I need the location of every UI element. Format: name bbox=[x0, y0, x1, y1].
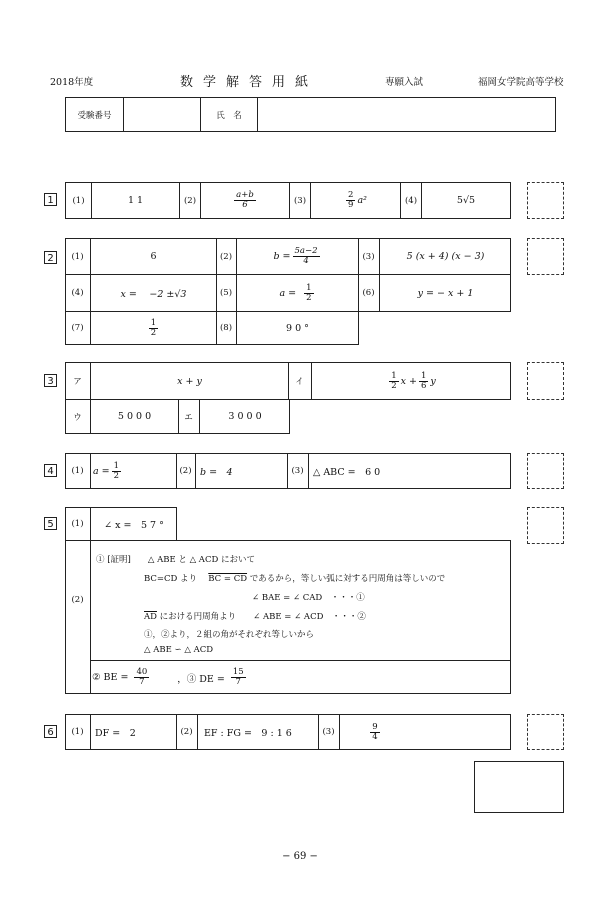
proof-line-1: ① [証明] △ ABE と △ ACD において bbox=[96, 555, 255, 565]
section-1-score-box bbox=[527, 182, 564, 219]
s2-q2-label: (2) bbox=[219, 251, 233, 262]
s1-q1-answer: 1 1 bbox=[127, 195, 144, 206]
s2-q8-label: (8) bbox=[219, 323, 233, 333]
exam-type: 専願入試 bbox=[385, 77, 424, 88]
section-4-score-box bbox=[527, 453, 564, 489]
section-5-score-box bbox=[527, 507, 564, 544]
s4-q3-label: (3) bbox=[291, 466, 304, 476]
s4-q3-answer: △ ABC = 6 0 bbox=[313, 467, 381, 478]
s2-q3-label: (3) bbox=[362, 251, 375, 262]
exam-year: 2018年度 bbox=[50, 77, 94, 88]
section-3-number: 3 bbox=[44, 374, 57, 387]
s3-u-label: ウ bbox=[73, 412, 82, 423]
proof-line-5: ①，②より，２組の角がそれぞれ等しいから bbox=[144, 630, 315, 640]
s5-q1-answer: ∠ x = 5 7 ° bbox=[104, 520, 164, 531]
s4-q1-label: (1) bbox=[71, 466, 84, 476]
section-5-number: 5 bbox=[44, 517, 57, 530]
name-field[interactable] bbox=[258, 98, 555, 131]
s4-q2-label: (2) bbox=[179, 466, 192, 476]
s2-q6-answer: y = − x + 1 bbox=[417, 287, 474, 299]
s3-a-label: ア bbox=[73, 377, 82, 387]
total-score-box bbox=[474, 761, 564, 813]
s3-e-label: エ bbox=[184, 412, 193, 423]
s2-q4-label: (4) bbox=[71, 288, 84, 298]
proof-line-4: $\overline{AD}$ における円周角より ∠ ABE = ∠ ACD ・・・② bbox=[144, 612, 366, 622]
id-row bbox=[65, 97, 556, 132]
s5-q2-label: (2) bbox=[71, 595, 84, 605]
s1-q4-label: (4) bbox=[404, 195, 418, 206]
s1-q3-label: (3) bbox=[293, 195, 307, 206]
section-4-number: 4 bbox=[44, 464, 57, 477]
s5-part-2-3-answers: ② BE = $\frac{40}{7}$ ，③ DE = $\frac{15}{7}$ bbox=[92, 667, 244, 687]
s6-q1-answer: DF = 2 bbox=[95, 728, 136, 739]
proof-line-2: BC=CD より BC = CD であるから，等しい弧に対する円周角は等しいので bbox=[144, 574, 446, 584]
s2-q1-label: (1) bbox=[71, 251, 84, 262]
s1-q3-answer: $\frac{2}{9}$ a² bbox=[348, 190, 367, 210]
s6-q1-label: (1) bbox=[71, 727, 84, 737]
s2-q1-answer: 6 bbox=[150, 251, 157, 262]
s2-q6-label: (6) bbox=[362, 288, 375, 298]
page-number: − 69 − bbox=[282, 851, 318, 862]
s1-q1-label: (1) bbox=[72, 195, 85, 206]
s1-q2-answer: $\frac{a+b}{6}$ bbox=[236, 190, 254, 210]
s3-i-answer: $\frac{1}{2}$ x + $\frac{1}{6}$ y bbox=[391, 370, 436, 391]
s2-q5-answer: a = $\frac{1}{2}$ bbox=[279, 282, 312, 303]
exam-number-label: 受験番号 bbox=[77, 110, 112, 121]
page-title: 数学解答用紙 bbox=[180, 75, 319, 90]
s2-q7-answer: $\frac{1}{2}$ bbox=[150, 317, 157, 338]
s6-q2-label: (2) bbox=[180, 727, 193, 737]
section-3-score-box bbox=[527, 362, 564, 400]
s2-q3-answer: 5 (x + 4) (x − 3) bbox=[406, 251, 485, 262]
arc-bc-cd: BC = CD bbox=[208, 574, 248, 584]
school-name: 福岡女学院高等学校 bbox=[478, 77, 564, 88]
arc-ad: $\overline{AD}$ bbox=[144, 612, 157, 622]
s5-q1-label: (1) bbox=[71, 519, 84, 529]
name-label: 氏 名 bbox=[216, 110, 242, 121]
s3-a-answer: x + y bbox=[177, 375, 202, 387]
section-6-number: 6 bbox=[44, 725, 57, 738]
s4-q2-answer: b = 4 bbox=[200, 467, 233, 478]
proof-line-6: △ ABE ∽ △ ACD bbox=[144, 645, 214, 655]
s3-e-answer: 3 0 0 0 bbox=[228, 411, 262, 422]
s6-q2-answer: EF : FG = 9 : 1 6 bbox=[204, 728, 292, 739]
section-2-score-box bbox=[527, 238, 564, 275]
section-1-number: 1 bbox=[44, 193, 57, 206]
s2-q7-label: (7) bbox=[71, 323, 84, 333]
section-1-row bbox=[65, 182, 511, 219]
exam-number-field[interactable] bbox=[124, 98, 199, 131]
s4-q1-answer: a = $\frac{1}{2}$ bbox=[93, 460, 120, 481]
s2-q5-label: (5) bbox=[219, 288, 233, 298]
s6-q3-answer: $\frac{9}{4}$ bbox=[372, 721, 378, 742]
s2-q4-answer: x = −2 ±√3 bbox=[120, 289, 187, 300]
s1-q4-answer: 5√5 bbox=[456, 195, 476, 206]
s3-i-label: イ bbox=[295, 377, 304, 387]
s2-q8-answer: 9 0 ° bbox=[286, 322, 309, 334]
section-2-number: 2 bbox=[44, 251, 57, 264]
s6-q3-label: (3) bbox=[322, 727, 335, 737]
s2-q2-answer: b = $\frac{5a-2}{4}$ bbox=[273, 246, 318, 266]
s3-u-answer: 5 0 0 0 bbox=[117, 411, 152, 422]
proof-line-3: ∠ BAE = ∠ CAD ・・・① bbox=[252, 593, 365, 603]
section-6-score-box bbox=[527, 714, 564, 750]
s1-q2-label: (2) bbox=[183, 195, 197, 206]
